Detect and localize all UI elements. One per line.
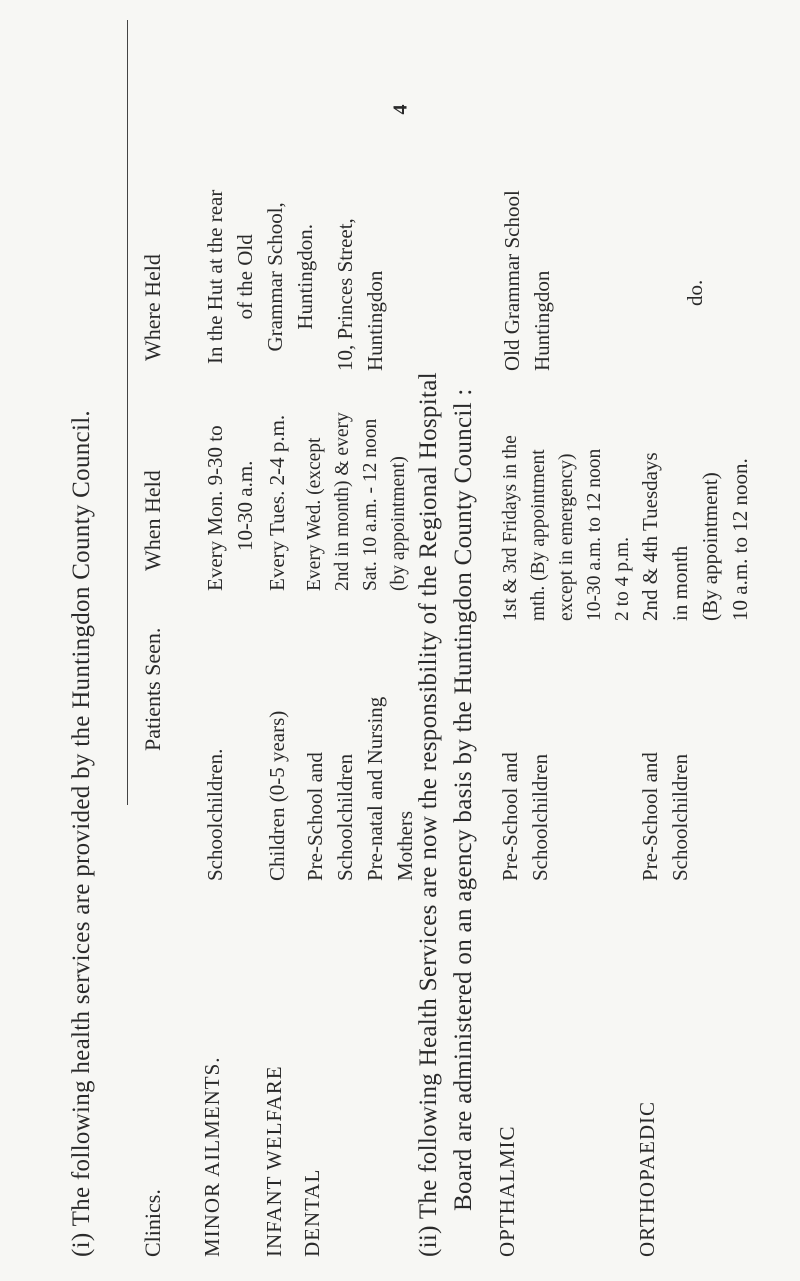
- text-line: Mothers: [393, 811, 417, 881]
- col-head-patients: Patients Seen.: [140, 627, 165, 751]
- text-line: 2 to 4 p.m.: [612, 537, 633, 621]
- where-opthalmic: [497, 190, 557, 371]
- text-line: 10, Princes Street,: [333, 218, 357, 371]
- text-line: Schoolchildren: [528, 753, 552, 881]
- patients-minor-ailments: [200, 749, 230, 881]
- when-orthopaedic: [635, 452, 755, 621]
- text-line: Pre-School and: [303, 752, 327, 881]
- text-line: Schoolchildren.: [203, 748, 227, 881]
- when-infant-welfare: [262, 415, 292, 591]
- text-line: (by appointment): [388, 456, 409, 591]
- when-opthalmic: [497, 435, 637, 621]
- clinic-minor-ailments: MINOR AILMENTS.: [200, 1056, 224, 1257]
- clinic-opthalmic: OPTHALMIC: [495, 1125, 519, 1257]
- patients-orthopaedic: [635, 752, 695, 881]
- text-line: Every Wed. (except: [304, 437, 325, 591]
- text-line: do.: [683, 279, 707, 306]
- patients-infant-welfare: [262, 711, 292, 881]
- text-line: Pre-natal and Nursing: [363, 696, 387, 881]
- col-head-clinics: Clinics.: [140, 1189, 165, 1257]
- text-line: 10-30 a.m.: [233, 460, 257, 551]
- clinic-orthopaedic: ORTHOPAEDIC: [635, 1101, 659, 1257]
- text-line: Every Mon. 9-30 to: [203, 425, 227, 591]
- clinic-infant-welfare: INFANT WELFARE: [262, 1065, 286, 1257]
- text-line: of the Old: [233, 234, 257, 320]
- patients-dental: [300, 697, 420, 881]
- page-number: 4: [389, 104, 412, 115]
- where-dental: [330, 218, 390, 371]
- text-line: Pre-School and: [498, 752, 522, 881]
- text-line: in month: [668, 545, 692, 621]
- text-line: 10 a.m. to 12 noon.: [728, 458, 752, 621]
- clinic-dental: DENTAL: [300, 1168, 324, 1257]
- text-line: Pre-School and: [638, 752, 662, 881]
- text-line: mth. (By appointment: [528, 449, 549, 621]
- text-line: Schoolchildren: [668, 753, 692, 881]
- text-line: Sat. 10 a.m. - 12 noon: [360, 418, 381, 591]
- text-line: 1st & 3rd Fridays in the: [500, 435, 521, 621]
- text-line: Grammar School,: [263, 202, 287, 352]
- text-line: Children (0-5 years): [265, 710, 289, 881]
- text-line: Old Grammar School: [500, 190, 524, 371]
- patients-opthalmic: [495, 752, 555, 881]
- text-line: Schoolchildren: [333, 753, 357, 881]
- text-line: 2nd in month) & every: [332, 412, 353, 591]
- text-line: Huntingdon: [530, 270, 554, 371]
- text-line: In the Hut at the rear: [203, 189, 227, 364]
- text-line: Huntingdon.: [293, 224, 317, 330]
- text-line: (By appointment): [698, 472, 722, 621]
- col-head-when: When Held: [140, 470, 165, 571]
- when-minor-ailments: [200, 425, 260, 591]
- col-head-where: Where Held: [140, 254, 165, 361]
- text-line: except in emergency): [556, 453, 577, 621]
- text-line: Every Tues. 2-4 p.m.: [265, 414, 289, 591]
- header-rule: [127, 20, 128, 805]
- section-ii-heading-line1: (ii) The following Health Services are now the responsibility of the Regional Hospital: [415, 372, 442, 1257]
- when-dental: [301, 412, 413, 591]
- where-minor-ailments: [200, 190, 320, 364]
- text-line: Huntingdon: [363, 270, 387, 371]
- text-line: 2nd & 4th Tuesdays: [638, 452, 662, 621]
- text-line: 10-30 a.m. to 12 noon: [584, 448, 605, 621]
- section-i-heading: (i) The following health services are provided by the Huntingdon County Council.: [68, 410, 95, 1257]
- where-orthopaedic: [680, 280, 710, 306]
- section-ii-heading-line2: Board are administered on an agency basis by the Huntingdon County Council :: [450, 388, 477, 1211]
